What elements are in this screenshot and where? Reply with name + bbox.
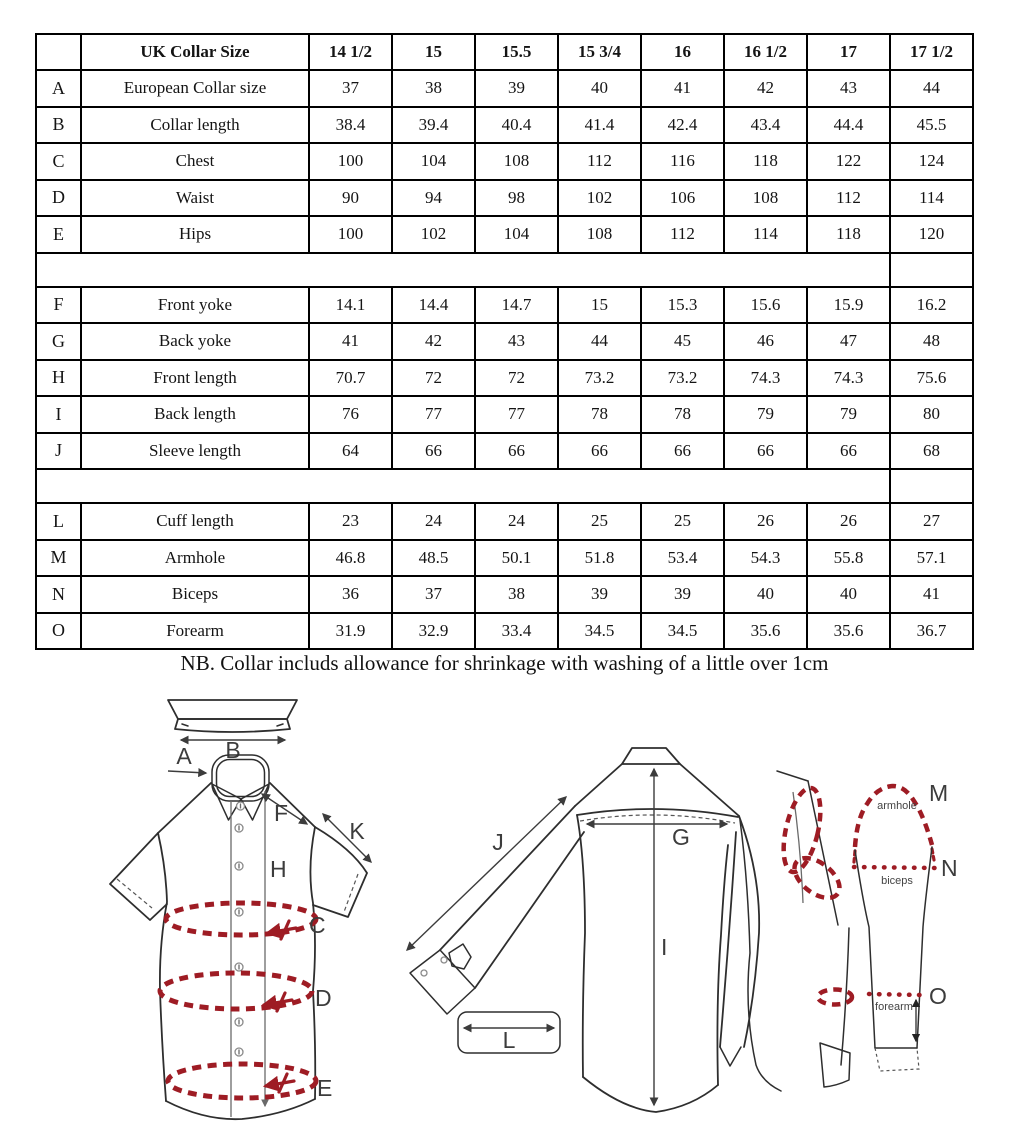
arm-side-view (740, 771, 850, 1091)
value-cell: 23 (309, 503, 392, 540)
table-row (36, 503, 973, 540)
value-cell: 42.4 (641, 107, 724, 144)
value-cell: 34.5 (558, 613, 641, 650)
table-row (36, 576, 973, 613)
value-cell: 70.7 (309, 360, 392, 397)
value-cell: 50.1 (475, 540, 558, 577)
measure-a-arrow (168, 771, 206, 773)
value-cell: 124 (890, 143, 973, 180)
label-h: H (270, 856, 287, 882)
value-cell: 79 (807, 396, 890, 433)
row-label: Chest (81, 143, 309, 180)
value-cell: 78 (641, 396, 724, 433)
table-row (36, 287, 973, 324)
value-cell: 104 (475, 216, 558, 253)
size-header: 14 1/2 (309, 34, 392, 70)
size-header: 15.5 (475, 34, 558, 70)
row-label: Waist (81, 180, 309, 217)
table-row (36, 180, 973, 217)
row-label: Front length (81, 360, 309, 397)
label-o: O (929, 983, 947, 1009)
value-cell: 47 (807, 323, 890, 360)
row-label: Front yoke (81, 287, 309, 324)
back-shirt-outline (440, 748, 759, 1112)
value-cell: 40 (807, 576, 890, 613)
value-cell: 40.4 (475, 107, 558, 144)
value-cell: 43 (807, 70, 890, 107)
value-cell: 27 (890, 503, 973, 540)
spacer-row (36, 469, 973, 503)
value-cell: 73.2 (641, 360, 724, 397)
value-cell: 38 (475, 576, 558, 613)
sleeve-cuff (410, 944, 475, 1014)
forearm-text: forearm (875, 1001, 913, 1013)
row-label: Back yoke (81, 323, 309, 360)
label-a: A (176, 743, 192, 769)
value-cell: 57.1 (890, 540, 973, 577)
value-cell: 112 (641, 216, 724, 253)
label-j: J (492, 829, 504, 855)
value-cell: 15.3 (641, 287, 724, 324)
row-letter: B (36, 107, 81, 144)
value-cell: 33.4 (475, 613, 558, 650)
value-cell: 77 (392, 396, 475, 433)
label-e: E (317, 1075, 333, 1101)
label-l: L (502, 1027, 516, 1053)
value-cell: 66 (558, 433, 641, 470)
row-label: Collar length (81, 107, 309, 144)
value-cell: 73.2 (558, 360, 641, 397)
chest-girth-ellipse (166, 903, 316, 935)
value-cell: 15 (558, 287, 641, 324)
row-label: Sleeve length (81, 433, 309, 470)
value-cell: 100 (309, 143, 392, 180)
value-cell: 39 (558, 576, 641, 613)
table-row (36, 360, 973, 397)
value-cell: 44 (890, 70, 973, 107)
row-label: European Collar size (81, 70, 309, 107)
biceps-text: biceps (881, 875, 913, 887)
value-cell: 34.5 (641, 613, 724, 650)
value-cell: 46.8 (309, 540, 392, 577)
label-d: D (315, 985, 332, 1011)
spacer-cell-last (890, 253, 973, 287)
row-label: Forearm (81, 613, 309, 650)
value-cell: 24 (392, 503, 475, 540)
value-cell: 40 (724, 576, 807, 613)
value-cell: 48 (890, 323, 973, 360)
row-label: Armhole (81, 540, 309, 577)
label-n: N (941, 855, 958, 881)
row-letter: I (36, 396, 81, 433)
value-cell: 80 (890, 396, 973, 433)
value-cell: 31.9 (309, 613, 392, 650)
value-cell: 35.6 (807, 613, 890, 650)
value-cell: 45 (641, 323, 724, 360)
label-k: K (349, 818, 365, 844)
value-cell: 118 (807, 216, 890, 253)
waist-girth-ellipse (160, 973, 312, 1009)
value-cell: 108 (558, 216, 641, 253)
value-cell: 39.4 (392, 107, 475, 144)
value-cell: 72 (392, 360, 475, 397)
spacer-cell (36, 469, 890, 503)
value-cell: 14.1 (309, 287, 392, 324)
size-header: 16 (641, 34, 724, 70)
row-letter: A (36, 70, 81, 107)
value-cell: 41.4 (558, 107, 641, 144)
value-cell: 36.7 (890, 613, 973, 650)
value-cell: 43.4 (724, 107, 807, 144)
value-cell: 94 (392, 180, 475, 217)
table-row (36, 433, 973, 470)
label-c: C (309, 912, 326, 938)
value-cell: 74.3 (807, 360, 890, 397)
row-letter: E (36, 216, 81, 253)
value-cell: 44 (558, 323, 641, 360)
uk-collar-size-header: UK Collar Size (81, 34, 309, 70)
value-cell: 37 (392, 576, 475, 613)
label-i: I (661, 934, 668, 960)
value-cell: 14.7 (475, 287, 558, 324)
value-cell: 98 (475, 180, 558, 217)
value-cell: 108 (724, 180, 807, 217)
row-letter: O (36, 613, 81, 650)
value-cell: 38 (392, 70, 475, 107)
value-cell: 35.6 (724, 613, 807, 650)
value-cell: 74.3 (724, 360, 807, 397)
value-cell: 41 (641, 70, 724, 107)
shirt-outline (110, 783, 367, 1119)
table-row (36, 323, 973, 360)
value-cell: 46 (724, 323, 807, 360)
value-cell: 68 (890, 433, 973, 470)
value-cell: 32.9 (392, 613, 475, 650)
size-header: 15 (392, 34, 475, 70)
value-cell: 120 (890, 216, 973, 253)
value-cell: 25 (641, 503, 724, 540)
spacer-row (36, 253, 973, 287)
table-row (36, 216, 973, 253)
size-header: 17 (807, 34, 890, 70)
label-f: F (273, 800, 289, 826)
value-cell: 55.8 (807, 540, 890, 577)
row-letter: D (36, 180, 81, 217)
value-cell: 77 (475, 396, 558, 433)
value-cell: 102 (558, 180, 641, 217)
value-cell: 78 (558, 396, 641, 433)
value-cell: 112 (807, 180, 890, 217)
value-cell: 118 (724, 143, 807, 180)
value-cell: 75.6 (890, 360, 973, 397)
header-row (36, 34, 973, 70)
value-cell: 66 (392, 433, 475, 470)
sleeve-pattern-piece (854, 786, 935, 1071)
value-cell: 66 (641, 433, 724, 470)
value-cell: 14.4 (392, 287, 475, 324)
table-row (36, 143, 973, 180)
value-cell: 90 (309, 180, 392, 217)
value-cell: 54.3 (724, 540, 807, 577)
value-cell: 42 (392, 323, 475, 360)
value-cell: 114 (890, 180, 973, 217)
value-cell: 16.2 (890, 287, 973, 324)
measure-j-arrow (407, 797, 566, 950)
button-row (235, 802, 245, 1056)
value-cell: 66 (807, 433, 890, 470)
value-cell: 114 (724, 216, 807, 253)
size-table-wrap (35, 33, 974, 650)
spacer-cell (36, 253, 890, 287)
value-cell: 122 (807, 143, 890, 180)
value-cell: 102 (392, 216, 475, 253)
table-row (36, 70, 973, 107)
value-cell: 41 (309, 323, 392, 360)
value-cell: 79 (724, 396, 807, 433)
value-cell: 51.8 (558, 540, 641, 577)
row-letter: G (36, 323, 81, 360)
row-letter: N (36, 576, 81, 613)
value-cell: 76 (309, 396, 392, 433)
value-cell: 36 (309, 576, 392, 613)
row-label: Back length (81, 396, 309, 433)
value-cell: 39 (641, 576, 724, 613)
spacer-cell-last (890, 469, 973, 503)
value-cell: 66 (475, 433, 558, 470)
value-cell: 39 (475, 70, 558, 107)
value-cell: 116 (641, 143, 724, 180)
value-cell: 15.9 (807, 287, 890, 324)
value-cell: 104 (392, 143, 475, 180)
value-cell: 106 (641, 180, 724, 217)
shrinkage-note: NB. Collar includs allowance for shrinkage with washing of a little over 1cm (180, 651, 829, 675)
label-m: M (929, 780, 949, 806)
value-cell: 42 (724, 70, 807, 107)
value-cell: 24 (475, 503, 558, 540)
value-cell: 15.6 (724, 287, 807, 324)
row-label: Hips (81, 216, 309, 253)
size-table (35, 33, 974, 650)
table-row (36, 613, 973, 650)
value-cell: 48.5 (392, 540, 475, 577)
value-cell: 100 (309, 216, 392, 253)
table-row (36, 396, 973, 433)
value-cell: 25 (558, 503, 641, 540)
row-label: Biceps (81, 576, 309, 613)
value-cell: 72 (475, 360, 558, 397)
row-letter: F (36, 287, 81, 324)
label-g: G (672, 824, 690, 850)
value-cell: 37 (309, 70, 392, 107)
value-cell: 112 (558, 143, 641, 180)
row-letter: L (36, 503, 81, 540)
value-cell: 40 (558, 70, 641, 107)
value-cell: 26 (724, 503, 807, 540)
corner-cell (36, 34, 81, 70)
value-cell: 41 (890, 576, 973, 613)
label-b: B (225, 737, 241, 763)
value-cell: 38.4 (309, 107, 392, 144)
size-header: 15 3/4 (558, 34, 641, 70)
back-shirt-diagram (395, 690, 765, 1145)
armhole-text: armhole (877, 800, 917, 812)
sleeve-pattern-diagram (735, 690, 1009, 1145)
value-cell: 26 (807, 503, 890, 540)
value-cell: 108 (475, 143, 558, 180)
row-label: Cuff length (81, 503, 309, 540)
collar-band-shape (168, 700, 297, 732)
row-letter: H (36, 360, 81, 397)
value-cell: 44.4 (807, 107, 890, 144)
value-cell: 45.5 (890, 107, 973, 144)
row-letter: M (36, 540, 81, 577)
row-letter: J (36, 433, 81, 470)
armhole-girth-marks (777, 785, 852, 1005)
size-header: 17 1/2 (890, 34, 973, 70)
value-cell: 66 (724, 433, 807, 470)
table-row (36, 107, 973, 144)
front-shirt-diagram (95, 690, 410, 1145)
table-row (36, 540, 973, 577)
value-cell: 64 (309, 433, 392, 470)
value-cell: 43 (475, 323, 558, 360)
size-header: 16 1/2 (724, 34, 807, 70)
value-cell: 53.4 (641, 540, 724, 577)
row-letter: C (36, 143, 81, 180)
